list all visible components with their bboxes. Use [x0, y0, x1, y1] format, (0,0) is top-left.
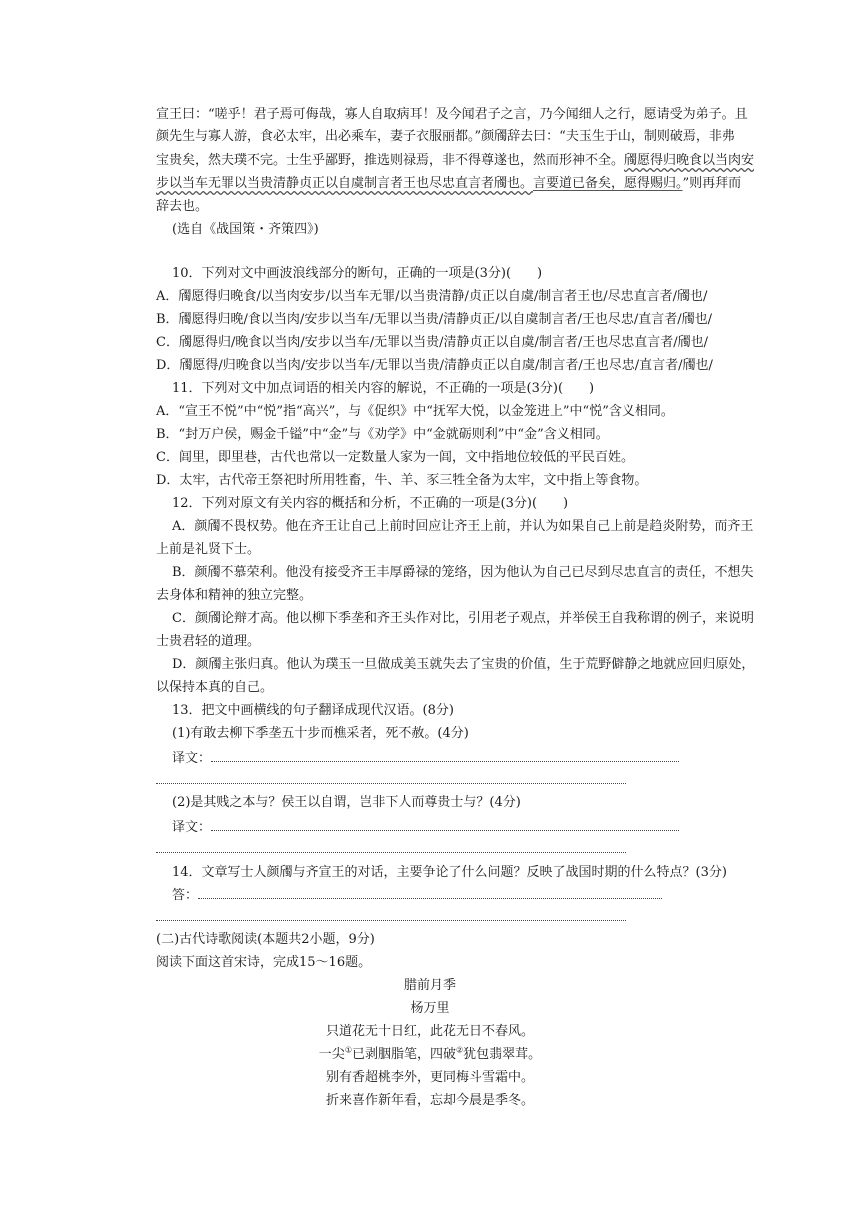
question-12-option-b-cont: 去身体和精神的独立完整。 — [156, 588, 313, 603]
section-heading: (二)古代诗歌阅读(本题共2小题，9分) — [156, 932, 375, 947]
footnote-marker: ① — [344, 1045, 352, 1055]
question-11-option-b: B．“封万户侯，赐金千镒”中“金”与《劝学》中“金就砺则利”中“金”含义相同。 — [156, 427, 609, 442]
footnote-marker: ② — [456, 1045, 464, 1055]
question-12-option-a-cont: 上前是礼贤下士。 — [156, 542, 261, 557]
answer-blank[interactable] — [156, 906, 626, 921]
question-13-stem: 13．把文中画横线的句子翻译成现代汉语。(8分) — [172, 703, 454, 718]
question-10-option-c: C．斶愿得归/晚食以当肉/安步以当车/无罪以当贵/清静贞正以自虞/制言者/王也尽忠直言者/斶也/ — [156, 335, 708, 350]
question-11-option-a: A．“宣王不悦”中“悦”指“高兴”，与《促织》中“抚军大悦，以金笼进上”中“悦”含义相同。 — [156, 404, 674, 419]
question-11-option-d: D．太牢，古代帝王祭祀时所用牲畜，牛、羊、豕三牲全备为太牢，文中指上等食物。 — [156, 473, 648, 488]
answer-blank[interactable] — [211, 747, 679, 762]
question-12-option-c-cont: 士贵君轻的道理。 — [156, 634, 261, 649]
source-citation: (选自《战国策・齐策四》) — [172, 222, 319, 237]
poem-line: 折来喜作新年看，忘却今晨是季冬。 — [325, 1093, 534, 1108]
passage-line: 宝贵矣，然夫璞不完。士生乎鄙野，推选则禄焉，非不得尊遂也，然而形神不全。斶愿得归晚食以当肉安 — [156, 153, 755, 168]
question-12-option-d: D．颜斶主张归真。他认为璞玉一旦做成美玉就失去了宝贵的价值，生于荒野僻静之地就应回归原处， — [172, 657, 755, 672]
answer-line — [156, 769, 626, 791]
answer-blank[interactable] — [156, 769, 626, 784]
question-14-stem: 14．文章写士人颜斶与齐宣王的对话，主要争论了什么问题？反映了战国时期的什么特点？(3分) — [172, 865, 727, 880]
passage-line: 辞去也。 — [156, 199, 209, 214]
question-12-stem: 12．下列对原文有关内容的概括和分析，不正确的一项是(3分)( ) — [172, 496, 569, 511]
answer-blank[interactable] — [198, 884, 662, 899]
answer-line — [156, 906, 626, 928]
poem-title: 腊前月季 — [403, 978, 456, 993]
question-12-option-a: A．颜斶不畏权势。他在齐王让自己上前时回应让齐王上前，并认为如果自己上前是趋炎附势，而齐王 — [172, 519, 754, 534]
question-10-option-a: A．斶愿得归晚食/以当肉安步/以当车无罪/以当贵清静/贞正以自虞/制言者王也/尽忠直言者/斶也/ — [156, 289, 708, 304]
passage-line: 步以当车无罪以当贵清静贞正以自虞制言者王也尽忠直言者斶也。言要道已备矣，愿得赐归。”则再拜而 — [156, 176, 742, 191]
passage-line: 颜先生与寡人游，食必太牢，出必乘车，妻子衣服丽都。”颜斶辞去曰：“夫玉生于山，制则破焉，非弗 — [156, 129, 735, 144]
question-11-stem: 11．下列对文中加点词语的相关内容的解说，不正确的一项是(3分)( ) — [172, 381, 595, 396]
wavy-underlined-text: 斶愿得归晚食以当肉安 — [624, 153, 755, 168]
wavy-underlined-text: 步以当车无罪以当贵清静贞正以自虞制言者王也尽忠直言者斶也。 — [156, 176, 534, 191]
answer-line — [156, 838, 626, 860]
poem-line: 只道花无十日红，此花无日不春风。 — [325, 1024, 534, 1039]
passage-line: 宣王曰：“嗟乎！君子焉可侮哉，寡人自取病耳！及今闻君子之言，乃今闻细人之行，愿请受为弟子。且 — [156, 107, 748, 122]
question-12-option-c: C．颜斶论辩才高。他以柳下季垄和齐王头作对比，引用老子观点，并举侯王自我称谓的例子，来说明 — [172, 611, 754, 626]
question-13-sentence-2: (2)是其贱之本与？侯王以自谓，岂非下人而尊贵士与？(4分) — [172, 795, 521, 810]
section-intro: 阅读下面这首宋诗，完成15～16题。 — [156, 955, 372, 970]
poem-line: 别有香超桃李外，更同梅斗雪霜中。 — [325, 1070, 534, 1085]
answer-line-label: 译文： — [172, 747, 679, 769]
underlined-sentence: 言要道已备矣，愿得赐归。 — [533, 176, 683, 191]
question-12-option-d-cont: 以保持本真的自己。 — [156, 680, 274, 695]
question-10-option-b: B．斶愿得归晚/食以当肉/安步以当车/无罪以当贵/清静贞正/以自虞制言者/王也尽忠/直言者/斶也/ — [156, 312, 712, 327]
emphasis-dot-char: 太 — [286, 129, 300, 144]
answer-line-label: 译文： — [172, 816, 679, 838]
poem-line: 一尖①已剥胭脂笔，四破②犹包翡翠茸。 — [318, 1045, 542, 1062]
question-11-option-c: C．闾里，即里巷，古代也常以一定数量人家为一闾，文中指地位较低的平民百姓。 — [156, 450, 634, 465]
poem-author: 杨万里 — [410, 1001, 450, 1016]
question-10-option-d: D．斶愿得/归晚食以当肉/安步以当车/无罪以当贵/清静贞正以自虞/制言者/王也尽忠/直言者/斶也/ — [156, 358, 713, 373]
question-13-sentence-1: (1)有敢去柳下季垄五十步而樵采者，死不赦。(4分) — [172, 726, 469, 741]
question-12-option-b: B．颜斶不慕荣利。他没有接受齐王丰厚爵禄的笼络，因为他认为自己已尽到尽忠直言的责任，不想失 — [172, 565, 754, 580]
answer-line-label: 答： — [172, 884, 662, 906]
answer-blank[interactable] — [211, 816, 679, 831]
question-10-stem: 10．下列对文中画波浪线部分的断句，正确的一项是(3分)( ) — [172, 266, 543, 281]
answer-blank[interactable] — [156, 838, 626, 853]
